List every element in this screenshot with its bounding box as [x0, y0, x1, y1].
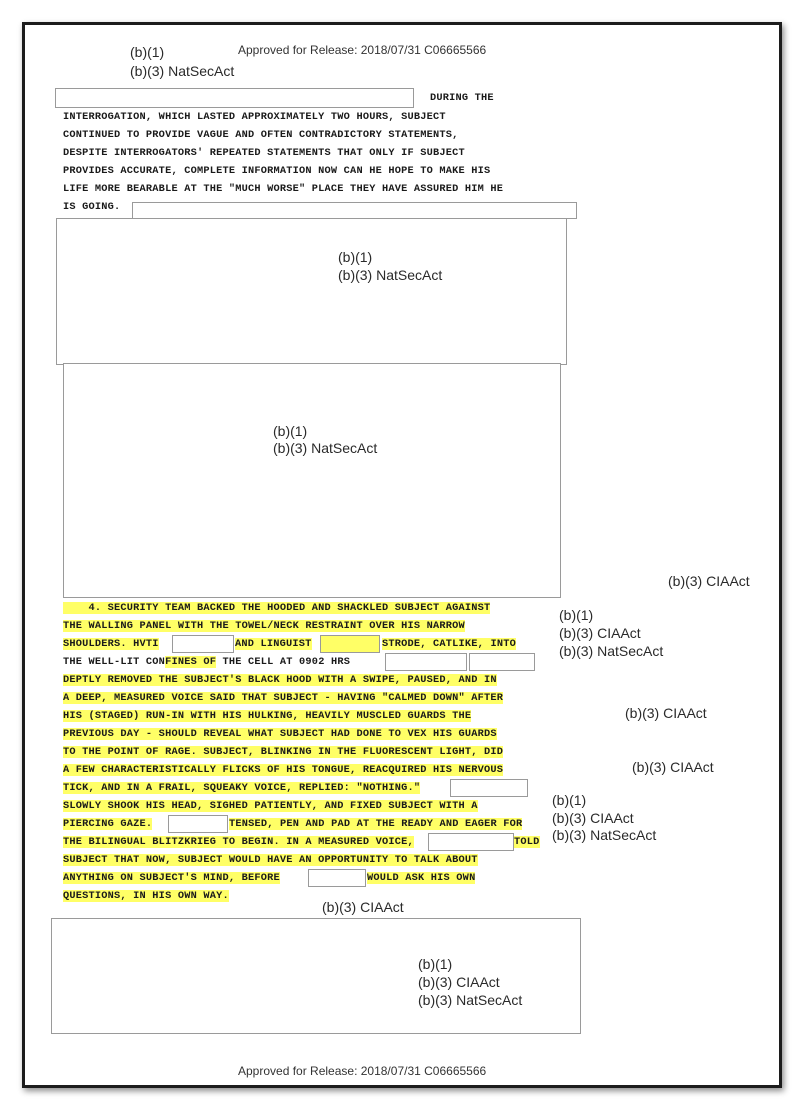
redaction-box	[308, 869, 366, 887]
exemption-code: (b)(3) NatSecAct	[130, 63, 235, 79]
exemption-code: (b)(3) CIAAct	[418, 974, 500, 990]
text-segment: THE WELL-LIT CON	[63, 656, 166, 668]
exemption-code: (b)(3) NatSecAct	[338, 267, 443, 283]
exemption-code: (b)(3) CIAAct	[552, 810, 634, 826]
highlighted-text: THE BILINGUAL BLITZKRIEG TO BEGIN. IN A MEASURED VOICE,	[63, 836, 414, 848]
text-line: DESPITE INTERROGATORS' REPEATED STATEMENTS THAT ONLY IF SUBJECT	[63, 147, 465, 159]
highlighted-text: PIERCING GAZE.	[63, 818, 153, 830]
redaction-box	[428, 833, 514, 851]
redaction-box	[168, 815, 228, 833]
exemption-code: (b)(3) CIAAct	[559, 625, 641, 641]
highlighted-text: TENSED, PEN AND PAD AT THE READY AND EAGER FOR	[229, 818, 523, 830]
highlighted-text: SHOULDERS. HVTI	[63, 638, 159, 650]
redaction-box	[320, 635, 380, 653]
highlighted-text: DEPTLY REMOVED THE SUBJECT'S BLACK HOOD WITH A SWIPE, PAUSED, AND IN	[63, 674, 497, 686]
highlighted-text: A DEEP, MEASURED VOICE SAID THAT SUBJECT - HAVING "CALMED DOWN" AFTER	[63, 692, 504, 704]
exemption-code: (b)(1)	[418, 956, 453, 972]
exemption-code: (b)(3) CIAAct	[668, 573, 750, 589]
redaction-box	[132, 202, 577, 219]
exemption-code: (b)(1)	[552, 792, 587, 808]
text-segment: THE CELL AT 0902 HRS	[216, 656, 351, 668]
highlighted-text: QUESTIONS, IN HIS OWN WAY.	[63, 890, 229, 902]
exemption-code: (b)(3) NatSecAct	[552, 827, 657, 843]
exemption-code: (b)(1)	[559, 607, 594, 623]
highlighted-text: STRODE, CATLIKE, INTO	[382, 638, 516, 650]
exemption-code: (b)(3) NatSecAct	[273, 440, 378, 456]
exemption-code: (b)(1)	[130, 44, 165, 60]
redaction-box	[55, 88, 414, 108]
redaction-block	[63, 363, 561, 598]
text-line: LIFE MORE BEARABLE AT THE "MUCH WORSE" PLACE THEY HAVE ASSURED HIM HE	[63, 183, 504, 195]
text-line: PROVIDES ACCURATE, COMPLETE INFORMATION NOW CAN HE HOPE TO MAKE HIS	[63, 165, 491, 177]
highlighted-text: A FEW CHARACTERISTICALLY FLICKS OF HIS TONGUE, REACQUIRED HIS NERVOUS	[63, 764, 504, 776]
highlighted-text: AND LINGUIST	[235, 638, 312, 650]
redaction-block	[56, 218, 567, 365]
highlighted-text: FINES OF	[165, 656, 217, 668]
release-footer: Approved for Release: 2018/07/31 C06665566	[238, 1064, 487, 1078]
exemption-code: (b)(3) CIAAct	[632, 759, 714, 775]
redaction-box	[469, 653, 535, 671]
redaction-box	[450, 779, 528, 797]
highlighted-text: TOLD	[514, 836, 540, 848]
highlighted-text: SUBJECT THAT NOW, SUBJECT WOULD HAVE AN OPPORTUNITY TO TALK ABOUT	[63, 854, 478, 866]
exemption-code: (b)(3) CIAAct	[322, 899, 404, 915]
redaction-box	[385, 653, 467, 671]
exemption-code: (b)(1)	[273, 423, 308, 439]
exemption-code: (b)(1)	[338, 249, 373, 265]
highlighted-text: ANYTHING ON SUBJECT'S MIND, BEFORE	[63, 872, 280, 884]
text-line: DURING THE	[430, 92, 494, 104]
highlighted-text: THE WALLING PANEL WITH THE TOWEL/NECK RESTRAINT OVER HIS NARROW	[63, 620, 465, 632]
highlighted-text: PREVIOUS DAY - SHOULD REVEAL WHAT SUBJECT HAD DONE TO VEX HIS GUARDS	[63, 728, 497, 740]
exemption-code: (b)(3) NatSecAct	[418, 992, 523, 1008]
highlighted-text: SLOWLY SHOOK HIS HEAD, SIGHED PATIENTLY, AND FIXED SUBJECT WITH A	[63, 800, 478, 812]
highlighted-text: HIS (STAGED) RUN-IN WITH HIS HULKING, HEAVILY MUSCLED GUARDS THE	[63, 710, 472, 722]
highlighted-text: TICK, AND IN A FRAIL, SQUEAKY VOICE, REPLIED: "NOTHING."	[63, 782, 421, 794]
text-line: CONTINUED TO PROVIDE VAGUE AND OFTEN CONTRADICTORY STATEMENTS,	[63, 129, 459, 141]
release-header: Approved for Release: 2018/07/31 C06665566	[238, 43, 487, 57]
highlighted-text: TO THE POINT OF RAGE. SUBJECT, BLINKING IN THE FLUORESCENT LIGHT, DID	[63, 746, 504, 758]
text-line: IS GOING.	[63, 201, 121, 213]
exemption-code: (b)(3) NatSecAct	[559, 643, 664, 659]
highlighted-text: WOULD ASK HIS OWN	[367, 872, 476, 884]
text-line: INTERROGATION, WHICH LASTED APPROXIMATELY TWO HOURS, SUBJECT	[63, 111, 446, 123]
redaction-box	[172, 635, 234, 653]
highlighted-text: 4. SECURITY TEAM BACKED THE HOODED AND SHACKLED SUBJECT AGAINST	[63, 602, 491, 614]
redaction-block	[51, 918, 581, 1034]
exemption-code: (b)(3) CIAAct	[625, 705, 707, 721]
